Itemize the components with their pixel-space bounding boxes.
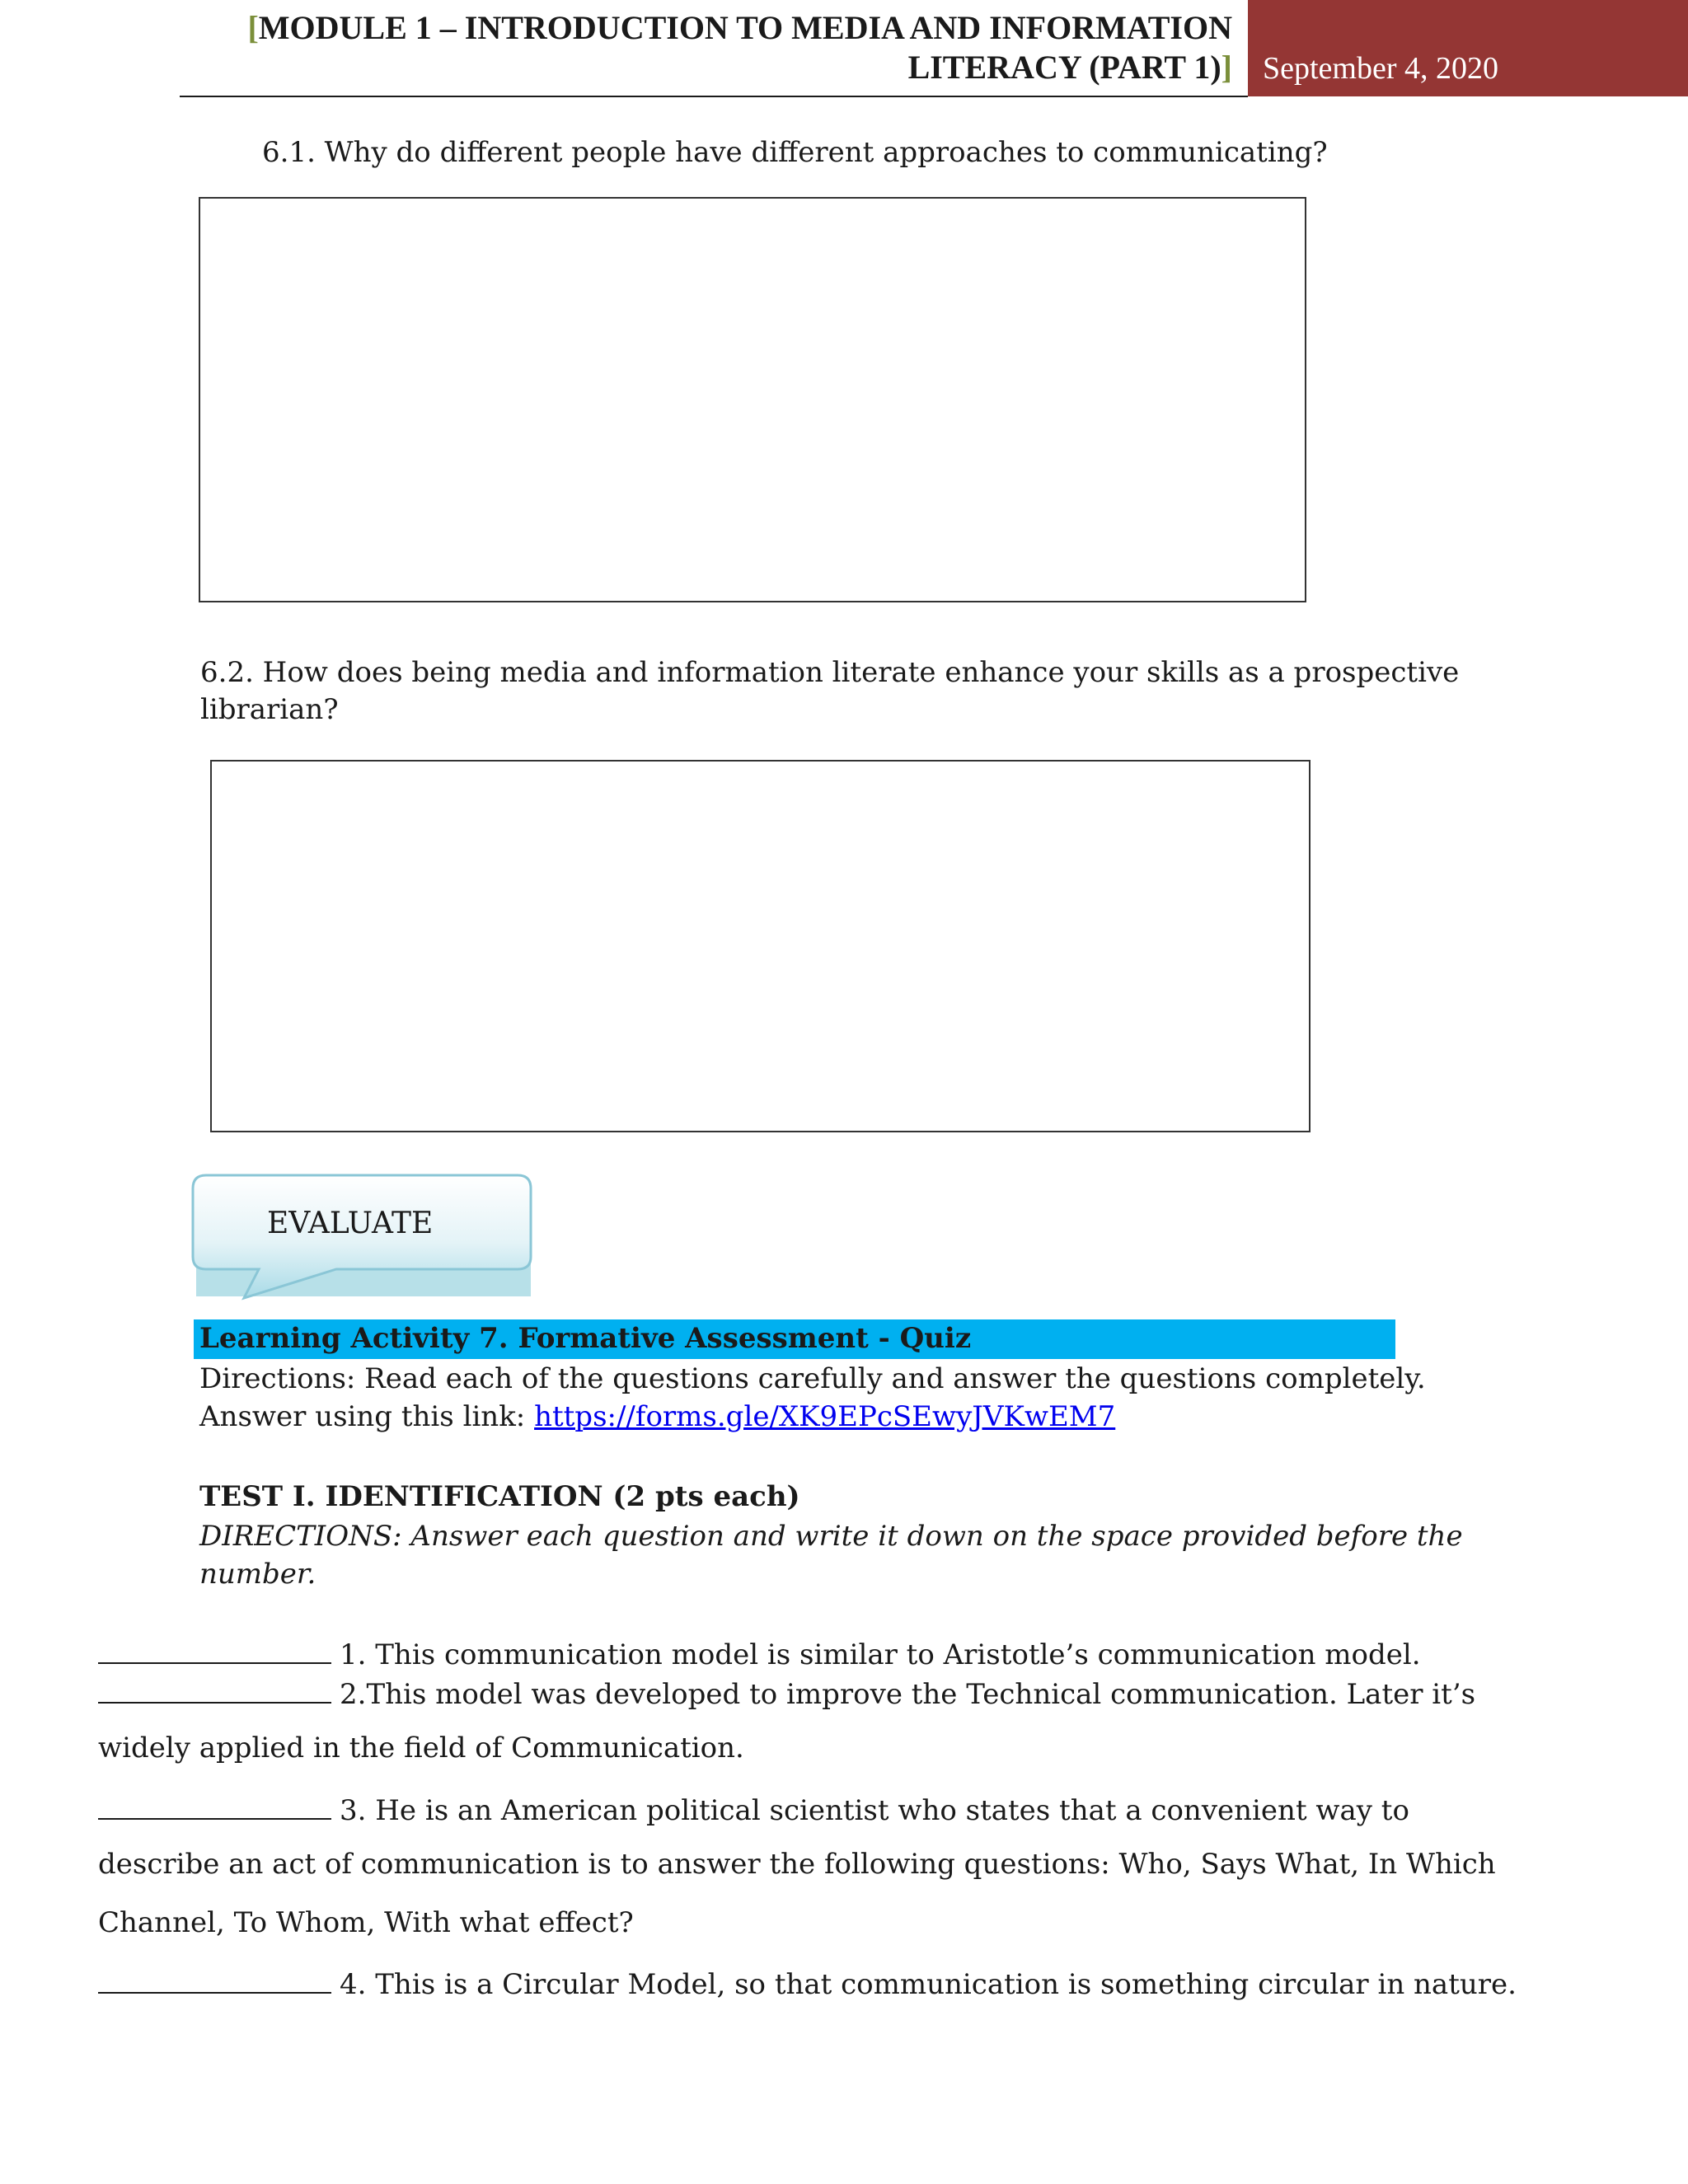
item-1-text: 1. This communication model is similar to Aristotle’s communication model.	[340, 1638, 1421, 1671]
answer-blank-3[interactable]	[98, 1788, 331, 1820]
answer-prefix: Answer using this link:	[199, 1400, 535, 1433]
answer-blank-4[interactable]	[98, 1962, 331, 1994]
item-3-text: 3. He is an American political scientist who states that a convenient way to	[340, 1794, 1409, 1827]
question-6-2-line1: 6.2. How does being media and information literate enhance your skills as a prospective	[200, 656, 1460, 689]
item-2-continuation: widely applied in the field of Communication.	[98, 1732, 744, 1765]
item-3-continuation-2: Channel, To Whom, With what effect?	[98, 1906, 634, 1939]
test1-item-3	[98, 1788, 1409, 1830]
question-6-2-line2: librarian?	[200, 693, 339, 726]
test1-item-2	[98, 1672, 1475, 1713]
module-header-title	[177, 8, 1232, 87]
test1-item-4	[98, 1962, 1517, 2004]
header-title-line1: MODULE 1 – INTRODUCTION TO MEDIA AND INFORMATION	[258, 9, 1232, 46]
answer-blank-2[interactable]	[98, 1672, 331, 1704]
test1-directions-line1: DIRECTIONS: Answer each question and write it down on the space provided before the	[199, 1520, 1463, 1553]
answer-box-6-1[interactable]	[199, 197, 1306, 602]
item-2-text: 2.This model was developed to improve the Technical communication. Later it’s	[340, 1678, 1476, 1711]
quiz-form-link[interactable]: https://forms.gle/XK9EPcSEwyJVKwEM7	[534, 1400, 1116, 1433]
evaluate-label: EVALUATE	[267, 1207, 434, 1240]
header-divider	[180, 96, 1248, 97]
evaluate-callout	[191, 1174, 536, 1301]
answer-box-6-2[interactable]	[210, 760, 1311, 1132]
activity-banner	[194, 1319, 1395, 1359]
test1-directions-line2: number.	[199, 1558, 316, 1591]
activity-directions: Directions: Read each of the questions carefully and answer the questions completely.	[199, 1362, 1426, 1395]
answer-blank-1[interactable]	[98, 1633, 331, 1664]
test1-heading: TEST I. IDENTIFICATION (2 pts each)	[199, 1480, 800, 1513]
item-3-continuation-1: describe an act of communication is to answer the following questions: Who, Says What, In Which	[98, 1848, 1496, 1881]
activity-answer-line	[199, 1399, 1115, 1436]
header-title-line2: LITERACY (PART 1)	[907, 49, 1221, 86]
header-close-bracket: ]	[1221, 49, 1232, 86]
header-open-bracket: [	[247, 9, 259, 46]
header-date: September 4, 2020	[1263, 51, 1499, 86]
item-4-text: 4. This is a Circular Model, so that communication is something circular in nature.	[340, 1968, 1517, 2001]
question-6-1: 6.1. Why do different people have different approaches to communicating?	[262, 136, 1328, 169]
header-date-block	[1248, 0, 1688, 96]
activity-title: Learning Activity 7. Formative Assessment - Quiz	[199, 1322, 972, 1355]
test1-item-1	[98, 1633, 1421, 1674]
